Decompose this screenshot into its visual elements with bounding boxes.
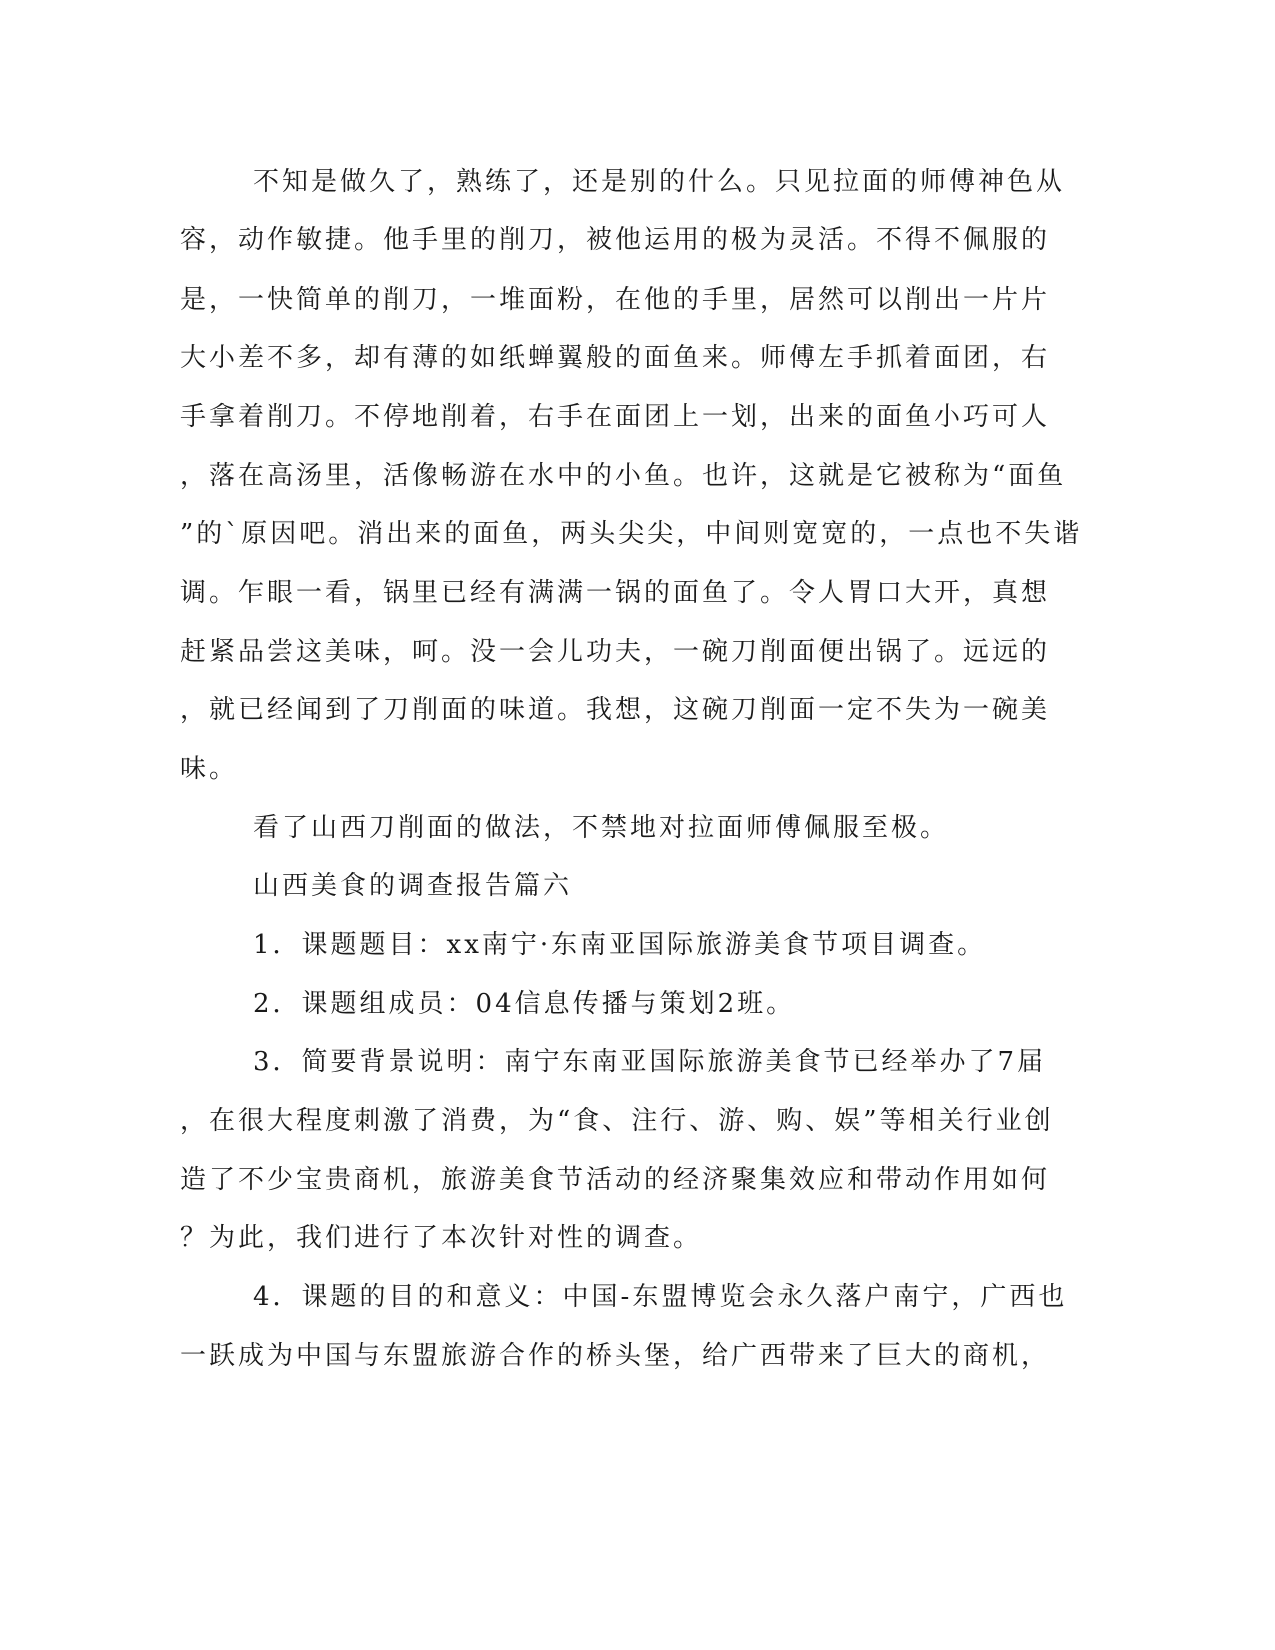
list-item: 1．课题题目：xx南宁·东南亚国际旅游美食节项目调查。 <box>253 930 987 960</box>
section-heading: 山西美食的调查报告篇六 <box>253 871 573 901</box>
paragraph-line: ，在很大程度刺激了消费，为“食、注行、游、购、娱”等相关行业创 <box>180 1106 1054 1136</box>
paragraph-line: 味。 <box>180 754 239 784</box>
paragraph-line: 大小差不多，却有薄的如纸蝉翼般的面鱼来。师傅左手抓着面团，右 <box>180 343 1051 373</box>
paragraph-line: 手拿着削刀。不停地削着，右手在面团上一划，出来的面鱼小巧可人 <box>180 402 1051 432</box>
paragraph-line: 是，一快简单的削刀，一堆面粉，在他的手里，居然可以削出一片片 <box>180 285 1051 315</box>
paragraph-line: 不知是做久了，熟练了，还是别的什么。只见拉面的师傅神色从 <box>253 167 1066 197</box>
list-item: 4．课题的目的和意义：中国-东盟博览会永久落户南宁，广西也 <box>253 1282 1068 1312</box>
list-item: 2．课题组成员：04信息传播与策划2班。 <box>253 989 796 1019</box>
paragraph-line: ”的`原因吧。消出来的面鱼，两头尖尖，中间则宽宽的，一点也不失谐 <box>180 519 1083 549</box>
paragraph-line: 容，动作敏捷。他手里的削刀，被他运用的极为灵活。不得不佩服的 <box>180 225 1051 255</box>
paragraph-line: 调。乍眼一看，锅里已经有满满一锅的面鱼了。令人胃口大开，真想 <box>180 578 1051 608</box>
paragraph-line: 造了不少宝贵商机，旅游美食节活动的经济聚集效应和带动作用如何 <box>180 1165 1051 1195</box>
paragraph-line: ，落在高汤里，活像畅游在水中的小鱼。也许，这就是它被称为“面鱼 <box>180 461 1067 491</box>
paragraph-line: ？为此，我们进行了本次针对性的调查。 <box>180 1223 703 1253</box>
list-item: 3．简要背景说明：南宁东南亚国际旅游美食节已经举办了7届 <box>253 1047 1047 1077</box>
paragraph-line: ，就已经闻到了刀削面的味道。我想，这碗刀削面一定不失为一碗美 <box>180 695 1051 725</box>
paragraph-line: 看了山西刀削面的做法，不禁地对拉面师傅佩服至极。 <box>253 813 950 843</box>
paragraph-line: 一跃成为中国与东盟旅游合作的桥头堡，给广西带来了巨大的商机， <box>180 1341 1051 1371</box>
paragraph-line: 赶紧品尝这美味，呵。没一会儿功夫，一碗刀削面便出锅了。远远的 <box>180 637 1051 667</box>
